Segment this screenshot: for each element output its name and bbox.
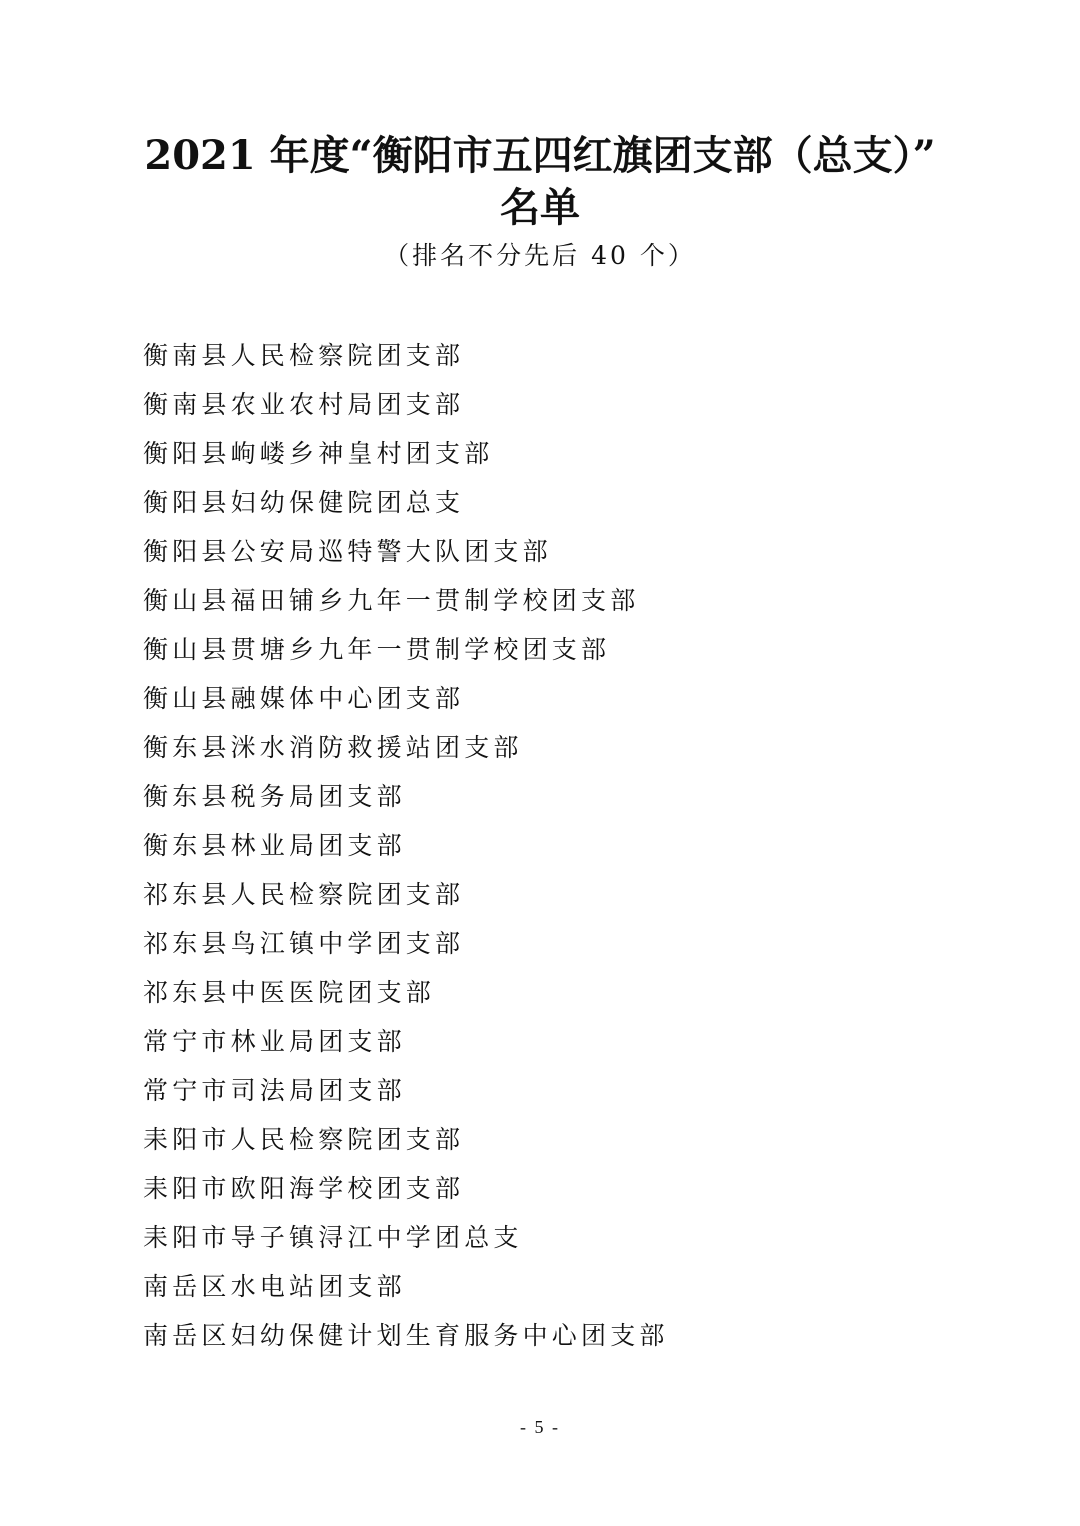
page-title: 2021 年度“衡阳市五四红旗团支部（总支）” <box>144 132 936 179</box>
list-item: 衡东县林业局团支部 <box>143 831 406 860</box>
list-item: 祁东县人民检察院团支部 <box>143 880 465 909</box>
list-item: 祁东县鸟江镇中学团支部 <box>143 929 465 958</box>
list-item: 衡山县融媒体中心团支部 <box>143 684 465 713</box>
page-number: - 5 - <box>520 1417 560 1437</box>
list-item: 衡阳县公安局巡特警大队团支部 <box>143 537 552 566</box>
list-item: 衡阳县岣嵝乡神皇村团支部 <box>143 439 494 468</box>
list-item: 耒阳市欧阳海学校团支部 <box>143 1174 465 1203</box>
organization-list <box>143 331 669 1360</box>
list-item: 耒阳市人民检察院团支部 <box>143 1125 465 1154</box>
list-item: 衡南县人民检察院团支部 <box>143 341 465 370</box>
page-subtitle: （排名不分先后 40 个） <box>384 241 696 270</box>
list-item: 南岳区水电站团支部 <box>143 1272 406 1301</box>
list-item: 衡阳县妇幼保健院团总支 <box>143 488 465 517</box>
list-item: 衡东县洣水消防救援站团支部 <box>143 733 523 762</box>
list-item: 衡山县贯塘乡九年一贯制学校团支部 <box>143 635 611 664</box>
list-item: 衡东县税务局团支部 <box>143 782 406 811</box>
page-title-continuation: 名单 <box>500 184 580 231</box>
list-item: 南岳区妇幼保健计划生育服务中心团支部 <box>143 1321 669 1350</box>
list-item: 耒阳市导子镇浔江中学团总支 <box>143 1223 523 1252</box>
list-item: 常宁市林业局团支部 <box>143 1027 406 1056</box>
list-item: 衡山县福田铺乡九年一贯制学校团支部 <box>143 586 640 615</box>
list-item: 衡南县农业农村局团支部 <box>143 390 465 419</box>
list-item: 祁东县中医医院团支部 <box>143 978 436 1007</box>
list-item: 常宁市司法局团支部 <box>143 1076 406 1105</box>
